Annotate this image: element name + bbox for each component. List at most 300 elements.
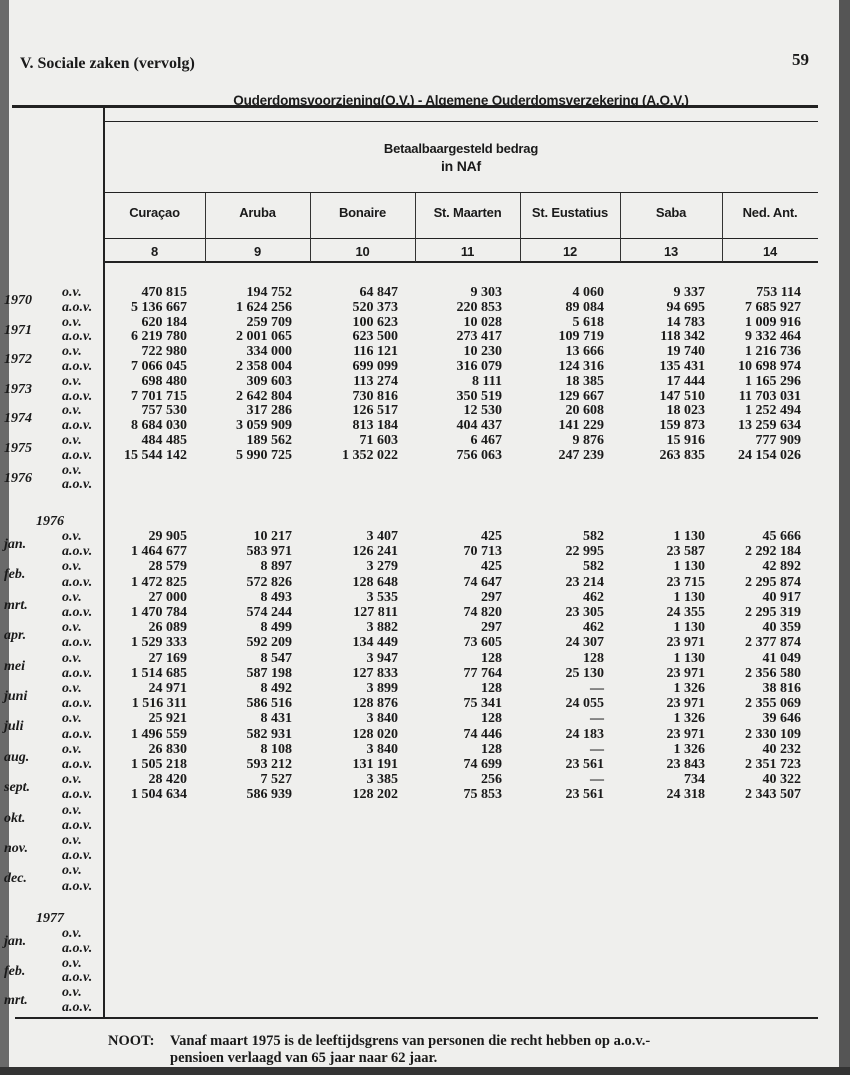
row-group-label: feb. — [4, 567, 26, 583]
table-cell: 23 843 — [666, 757, 705, 772]
table-cell: 22 995 — [565, 544, 604, 560]
row-type-label: a.o.v. — [62, 848, 93, 864]
row-type-label: o.v. — [62, 863, 82, 879]
table-cell: 10 698 974 — [738, 359, 801, 374]
table-cell: 9 332 464 — [745, 329, 801, 345]
table-cell: 128 876 — [352, 696, 398, 712]
footnote-text-line2: pensioen verlaagd van 65 jaar naar 62 jaar. — [170, 1050, 438, 1066]
table-cell: 3 899 — [366, 681, 398, 696]
table-cell: 7 685 927 — [745, 299, 801, 315]
table-cell: 1 130 — [673, 589, 705, 605]
row-type-label: a.o.v. — [62, 359, 93, 374]
row-type-label: o.v. — [62, 620, 82, 636]
table-cell: 1 252 494 — [745, 403, 801, 419]
table-cell: 572 826 — [246, 574, 292, 590]
table-cell: 1 472 825 — [131, 574, 187, 590]
table-title: Ouderdomsvoorziening(O.V.) - Algemene Ouderdomsverzekering (A.O.V.) — [233, 93, 689, 108]
table-cell: 8 108 — [260, 741, 292, 757]
row-type-label: a.o.v. — [62, 757, 93, 772]
table-cell: 592 209 — [246, 635, 292, 651]
table-cell: 1 505 218 — [131, 757, 187, 772]
footnote-label: NOOT: — [108, 1033, 155, 1049]
column-header: St. Eustatius — [531, 205, 609, 220]
subtitle-line1: Betaalbaargesteld bedrag — [383, 141, 539, 156]
table-cell: 15 916 — [666, 433, 705, 448]
table-cell: 15 544 142 — [124, 447, 187, 463]
table-cell: 813 184 — [352, 418, 398, 434]
table-cell: 28 579 — [148, 559, 187, 575]
row-type-label: a.o.v. — [62, 605, 93, 620]
table-cell: 1 470 784 — [131, 605, 187, 620]
table-cell: 10 230 — [463, 344, 502, 360]
row-type-label: a.o.v. — [62, 544, 93, 560]
table-cell: 1 130 — [673, 529, 705, 544]
column-number: 10 — [355, 244, 370, 259]
table-cell: 757 530 — [141, 403, 187, 419]
table-cell: 10 217 — [253, 529, 292, 544]
table-cell: 1 326 — [673, 741, 705, 757]
table-cell: 734 — [684, 772, 705, 788]
table-cell: 3 407 — [366, 529, 398, 544]
table-cell: 189 562 — [246, 433, 292, 448]
row-type-label: o.v. — [62, 314, 82, 330]
table-cell: 2 330 109 — [745, 726, 801, 742]
table-cell: 6 219 780 — [131, 329, 187, 345]
row-group-label: jan. — [4, 934, 27, 949]
row-group-label: nov. — [4, 841, 28, 856]
table-cell: 13 259 634 — [738, 418, 801, 434]
column-header: Aruba — [239, 205, 276, 220]
table-cell: 2 343 507 — [745, 787, 801, 803]
table-cell: 520 373 — [352, 299, 398, 315]
table-cell: 94 695 — [666, 299, 705, 315]
row-type-label: o.v. — [62, 589, 82, 605]
table-cell: 462 — [583, 620, 604, 636]
header-bottom-rule — [104, 261, 818, 263]
table-cell: 70 713 — [463, 544, 502, 560]
row-group-label: feb. — [4, 963, 26, 979]
table-cell: 24 183 — [565, 726, 604, 742]
table-cell: 2 356 580 — [745, 665, 801, 681]
row-group-label: sept. — [4, 780, 31, 796]
table-cell: 40 322 — [762, 772, 801, 788]
table-cell: 3 947 — [366, 650, 398, 666]
table-cell: 8 684 030 — [131, 418, 187, 434]
row-group-label: 1970 — [4, 293, 32, 308]
table-cell: 8 431 — [260, 711, 292, 727]
row-group-label: 1973 — [4, 381, 32, 397]
column-number: 9 — [253, 244, 262, 259]
row-type-label: a.o.v. — [62, 787, 93, 803]
table-cell: 1 130 — [673, 620, 705, 636]
table-cell: 126 241 — [352, 544, 398, 560]
subtitle-rule — [104, 192, 818, 193]
table-cell: 5 136 667 — [131, 299, 187, 315]
table-cell: 74 647 — [463, 574, 502, 590]
table-cell: 1 352 022 — [342, 447, 398, 463]
table-cell: 3 882 — [366, 620, 398, 636]
table-cell: 12 530 — [463, 403, 502, 419]
table-cell: 1 326 — [673, 711, 705, 727]
table-cell: 1 326 — [673, 681, 705, 696]
table-cell: 159 873 — [659, 418, 705, 434]
table-cell: 1 496 559 — [131, 726, 187, 742]
table-cell: 128 020 — [352, 726, 398, 742]
table-cell: 3 535 — [366, 589, 398, 605]
row-type-label: a.o.v. — [62, 477, 93, 493]
table-cell: 23 715 — [666, 574, 705, 590]
table-cell: 2 295 319 — [745, 605, 801, 620]
table-cell: 2 377 874 — [745, 635, 801, 651]
column-number-rule — [104, 238, 818, 239]
table-cell: 404 437 — [456, 418, 502, 434]
table-cell: 113 274 — [353, 373, 398, 389]
row-type-label: o.v. — [62, 955, 82, 971]
row-group-label: dec. — [4, 871, 27, 887]
table-cell: 6 467 — [470, 433, 502, 448]
table-cell: 14 783 — [666, 314, 705, 330]
table-cell: 75 853 — [463, 787, 502, 803]
table-cell: 128 — [481, 650, 502, 666]
table-cell: 1 464 677 — [131, 544, 187, 560]
row-type-label: a.o.v. — [62, 635, 93, 651]
table-cell: 316 079 — [456, 359, 502, 374]
table-cell: 756 063 — [456, 447, 502, 463]
table-cell: 3 840 — [366, 711, 398, 727]
table-cell: 23 214 — [565, 574, 604, 590]
table-cell: 1 009 916 — [745, 314, 801, 330]
row-type-label: a.o.v. — [62, 299, 93, 315]
row-type-label: a.o.v. — [62, 726, 93, 742]
table-cell: 64 847 — [359, 285, 398, 300]
table-cell: 1 130 — [673, 650, 705, 666]
table-cell: 23 561 — [565, 757, 604, 772]
table-cell: 40 359 — [762, 620, 801, 636]
column-number: 13 — [663, 244, 679, 259]
row-group-label: 1972 — [4, 352, 32, 368]
table-cell: 350 519 — [456, 388, 502, 404]
table-cell: 470 815 — [141, 285, 187, 300]
row-type-label: a.o.v. — [62, 447, 93, 463]
table-cell: 27 000 — [148, 589, 187, 605]
table-cell: 8 499 — [260, 620, 292, 636]
table-cell: 247 239 — [558, 447, 604, 463]
column-number: 14 — [762, 244, 778, 259]
table-cell: — — [590, 772, 604, 788]
table-cell: 1 514 685 — [131, 665, 187, 681]
table-cell: 623 500 — [352, 329, 398, 345]
page-number: 59 — [792, 50, 809, 69]
table-cell: 263 835 — [659, 447, 705, 463]
table-cell: 23 971 — [666, 635, 705, 651]
table-cell: — — [590, 681, 604, 696]
row-type-label: a.o.v. — [62, 878, 93, 894]
table-cell: 74 820 — [463, 605, 502, 620]
table-cell: 10 028 — [463, 314, 502, 330]
table-cell: 126 517 — [352, 403, 398, 419]
table-cell: 7 701 715 — [131, 388, 187, 404]
table-cell: 19 740 — [666, 344, 705, 360]
table-cell: 1 529 333 — [131, 635, 187, 651]
table-cell: 24 307 — [565, 635, 604, 651]
footnote-text-line1: Vanaf maart 1975 is de leeftijdsgrens van personen die recht hebben op a.o.v.- — [170, 1033, 651, 1049]
table-cell: 7 527 — [260, 772, 292, 788]
table-cell: 586 939 — [246, 787, 292, 803]
table-cell: 730 816 — [352, 388, 398, 404]
table-cell: 256 — [481, 772, 502, 788]
row-type-label: o.v. — [62, 529, 82, 544]
row-type-label: o.v. — [62, 711, 82, 727]
table-cell: 147 510 — [659, 388, 705, 404]
table-cell: 582 931 — [246, 726, 292, 742]
row-type-label: o.v. — [62, 462, 82, 478]
table-cell: 2 358 004 — [236, 359, 292, 374]
row-type-label: o.v. — [62, 344, 82, 360]
table-cell: 134 449 — [352, 635, 398, 651]
table-cell: 23 305 — [565, 605, 604, 620]
table-cell: 462 — [583, 589, 604, 605]
running-head: V. Sociale zaken (vervolg) — [20, 55, 195, 72]
table-cell: 4 060 — [572, 285, 604, 300]
table-cell: 484 485 — [141, 433, 187, 448]
table-cell: 39 646 — [762, 711, 801, 727]
row-type-label: a.o.v. — [62, 665, 93, 681]
row-type-label: o.v. — [62, 403, 82, 419]
table-cell: 29 905 — [148, 529, 187, 544]
table-cell: 27 169 — [148, 650, 187, 666]
row-type-label: o.v. — [62, 741, 82, 757]
table-cell: 317 286 — [246, 403, 292, 419]
table-cell: 109 719 — [558, 329, 604, 345]
table-cell: 3 840 — [366, 741, 398, 757]
table-cell: 1 130 — [673, 559, 705, 575]
table-cell: 24 154 026 — [738, 447, 801, 463]
table-cell: 17 444 — [666, 373, 705, 389]
table-cell: 582 — [583, 559, 604, 575]
table-cell: 128 648 — [352, 574, 398, 590]
table-cell: 8 897 — [260, 559, 292, 575]
row-group-label: mei — [4, 658, 25, 674]
table-cell: 42 892 — [762, 559, 801, 575]
table-cell: 2 001 065 — [236, 329, 292, 345]
table-cell: 23 971 — [666, 665, 705, 681]
row-type-label: a.o.v. — [62, 1000, 93, 1015]
table-cell: 100 623 — [352, 314, 398, 330]
table-cell: 425 — [481, 529, 502, 544]
row-type-label: o.v. — [62, 285, 82, 300]
row-type-label: o.v. — [62, 833, 82, 848]
table-cell: 129 667 — [558, 388, 604, 404]
table-cell: 26 089 — [148, 620, 187, 636]
table-cell: 5 990 725 — [236, 447, 292, 463]
title-rule — [104, 121, 818, 122]
row-group-label: 1971 — [4, 322, 32, 338]
page-edge-shadow — [839, 0, 850, 1075]
table-cell: 2 295 874 — [745, 574, 801, 590]
table-cell: 45 666 — [762, 529, 801, 544]
table-cell: 3 279 — [366, 559, 398, 575]
table-cell: 1 624 256 — [236, 299, 292, 315]
table-cell: 587 198 — [246, 665, 292, 681]
table-cell: 2 292 184 — [745, 544, 801, 560]
table-cell: 128 — [481, 711, 502, 727]
row-type-label: a.o.v. — [62, 388, 93, 404]
row-group-label: okt. — [4, 810, 26, 826]
table-cell: 75 341 — [463, 696, 502, 712]
table-cell: — — [590, 741, 604, 757]
table-cell: 25 130 — [565, 665, 604, 681]
table-cell: 40 917 — [762, 589, 801, 605]
table-cell: 74 446 — [463, 726, 502, 742]
section-year-label: 1976 — [36, 514, 64, 529]
table-cell: 128 — [583, 650, 604, 666]
table-cell: 124 316 — [558, 359, 604, 374]
table-cell: 77 764 — [463, 665, 502, 681]
table-cell: 118 342 — [660, 329, 705, 345]
table-cell: 40 232 — [762, 741, 801, 757]
row-group-label: jan. — [4, 537, 27, 552]
table-cell: 194 752 — [246, 285, 292, 300]
row-type-label: o.v. — [62, 373, 82, 389]
column-header: Saba — [655, 205, 687, 220]
table-cell: 753 114 — [756, 285, 801, 300]
table-cell: 722 980 — [141, 344, 187, 360]
table-cell: — — [590, 711, 604, 727]
table-cell: 141 229 — [558, 418, 604, 434]
table-cell: 24 355 — [666, 605, 705, 620]
table-cell: 297 — [481, 589, 502, 605]
row-group-label: aug. — [4, 749, 30, 765]
table-cell: 24 318 — [666, 787, 705, 803]
table-cell: 23 587 — [666, 544, 705, 560]
row-type-label: a.o.v. — [62, 329, 93, 345]
row-group-label: mrt. — [4, 993, 28, 1009]
table-cell: 1 216 736 — [745, 344, 801, 360]
table-cell: 2 642 804 — [236, 388, 292, 404]
table-cell: 8 547 — [260, 650, 292, 666]
row-type-label: o.v. — [62, 926, 82, 941]
table-cell: 13 666 — [565, 344, 604, 360]
table-cell: 309 603 — [246, 373, 292, 389]
table-cell: 127 833 — [352, 665, 398, 681]
table-cell: 23 971 — [666, 696, 705, 712]
row-type-label: o.v. — [62, 433, 82, 448]
table-cell: 25 921 — [148, 711, 187, 727]
table-cell: 24 055 — [565, 696, 604, 712]
table-cell: 18 023 — [666, 403, 705, 419]
table-cell: 620 184 — [141, 314, 187, 330]
row-type-label: o.v. — [62, 559, 82, 575]
table-cell: 220 853 — [456, 299, 502, 315]
column-header: St. Maarten — [433, 205, 502, 220]
table-cell: 26 830 — [148, 741, 187, 757]
column-header: Ned. Ant. — [742, 205, 798, 220]
table-cell: 1 516 311 — [131, 696, 187, 712]
table-cell: 1 504 634 — [131, 787, 187, 803]
table-cell: 699 099 — [352, 359, 398, 374]
table-cell: 131 191 — [352, 757, 398, 772]
subtitle-line2: in NAf — [440, 158, 481, 174]
table-cell: 38 816 — [762, 681, 801, 696]
table-cell: 9 303 — [470, 285, 502, 300]
row-group-label: apr. — [4, 628, 27, 644]
row-type-label: a.o.v. — [62, 574, 93, 590]
table-cell: 18 385 — [565, 373, 604, 389]
row-type-label: o.v. — [62, 772, 82, 788]
column-number: 11 — [460, 244, 475, 259]
row-type-label: o.v. — [62, 985, 82, 1001]
table-cell: 73 605 — [463, 635, 502, 651]
table-cell: 7 066 045 — [131, 359, 187, 374]
table-cell: 89 084 — [565, 299, 604, 315]
table-cell: 3 059 909 — [236, 418, 292, 434]
table-cell: 2 355 069 — [745, 696, 801, 712]
table-cell: 574 244 — [246, 605, 292, 620]
table-cell: 593 212 — [246, 757, 292, 772]
table-cell: 128 — [481, 741, 502, 757]
table-cell: 128 202 — [352, 787, 398, 803]
table-cell: 116 121 — [353, 344, 398, 360]
column-number: 12 — [562, 244, 578, 259]
row-group-label: 1974 — [4, 411, 32, 427]
table-cell: 23 971 — [666, 726, 705, 742]
table-cell: 135 431 — [659, 359, 705, 374]
table-cell: 9 876 — [572, 433, 604, 448]
page-bottom-shadow — [0, 1067, 850, 1075]
row-group-label: 1976 — [4, 470, 32, 486]
table-cell: 582 — [583, 529, 604, 544]
table-cell: 583 971 — [246, 544, 292, 560]
row-type-label: o.v. — [62, 802, 82, 818]
table-cell: 5 618 — [572, 314, 604, 330]
table-cell: 20 608 — [565, 403, 604, 419]
footnote — [108, 1033, 650, 1067]
table-bottom-rule — [15, 1017, 818, 1019]
table-cell: 334 000 — [246, 344, 292, 360]
table-cell: 128 — [481, 681, 502, 696]
table-cell: 8 493 — [260, 589, 292, 605]
table-cell: 23 561 — [565, 787, 604, 803]
table-cell: 9 337 — [673, 285, 705, 300]
table-cell: 11 703 031 — [738, 388, 801, 404]
table-cell: 777 909 — [755, 433, 801, 448]
table-cell: 586 516 — [246, 696, 292, 712]
table-cell: 74 699 — [463, 757, 502, 772]
column-number: 8 — [150, 244, 159, 259]
table-cell: 8 492 — [260, 681, 292, 696]
column-header: Curaçao — [129, 205, 180, 220]
table-cell: 698 480 — [141, 373, 187, 389]
row-type-label: a.o.v. — [62, 970, 93, 986]
row-type-label: a.o.v. — [62, 940, 93, 956]
table-cell: 273 417 — [456, 329, 502, 345]
row-type-label: o.v. — [62, 681, 82, 696]
row-type-label: a.o.v. — [62, 418, 93, 434]
table-cell: 71 603 — [359, 433, 398, 448]
row-type-label: o.v. — [62, 650, 82, 666]
table-cell: 297 — [481, 620, 502, 636]
table-cell: 425 — [481, 559, 502, 575]
table-cell: 24 971 — [148, 681, 187, 696]
table-cell: 2 351 723 — [745, 757, 801, 772]
table-cell: 41 049 — [762, 650, 801, 666]
row-group-label: mrt. — [4, 597, 28, 613]
table-cell: 1 165 296 — [745, 373, 801, 389]
row-group-label: juni — [4, 689, 28, 704]
column-header: Bonaire — [338, 205, 386, 220]
table-cell: 259 709 — [246, 314, 292, 330]
row-group-label: juli — [4, 719, 24, 735]
